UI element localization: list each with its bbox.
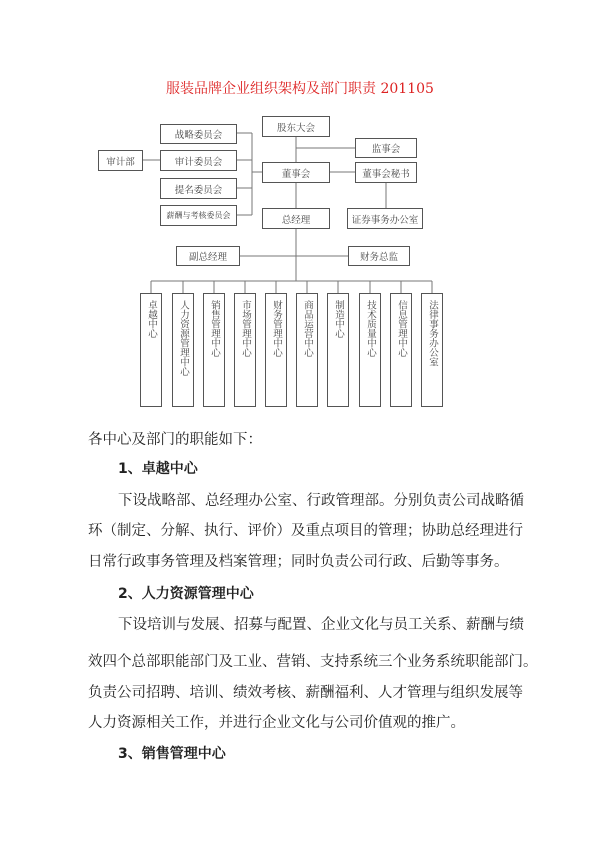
paragraph-line: 效四个总部职能部门及工业、营销、支持系统三个业务系统职能部门。 (88, 654, 538, 670)
org-deputy-gm: 副总经理 (176, 246, 240, 266)
org-center: 卓越中心 (140, 293, 162, 407)
org-center: 销售管理中心 (203, 293, 225, 407)
section-heading: 1、卓越中心 (118, 461, 198, 477)
paragraph-line: 负责公司招聘、培训、绩效考核、薪酬福利、人才管理与组织发展等 (88, 685, 523, 701)
org-cfo: 财务总监 (348, 246, 410, 266)
intro-text: 各中心及部门的职能如下： (88, 432, 262, 448)
org-board-secretary: 董事会秘书 (355, 162, 417, 183)
paragraph-line: 环（制定、分解、执行、评价）及重点项目的管理；协助总经理进行 (88, 523, 523, 539)
paragraph-line: 下设培训与发展、招募与配置、企业文化与员工关系、薪酬与绩 (118, 617, 524, 633)
org-center: 人力资源管理中心 (172, 293, 194, 407)
org-center: 法律事务办公室 (421, 293, 443, 407)
org-audit-committee: 审计委员会 (160, 150, 237, 171)
section-heading: 2、人力资源管理中心 (118, 586, 254, 602)
document-title: 服装品牌企业组织架构及部门职责 201105 (166, 81, 434, 97)
org-compensation-committee: 薪酬与考核委员会 (160, 205, 237, 226)
org-center: 市场管理中心 (234, 293, 256, 407)
org-center: 制造中心 (327, 293, 349, 407)
paragraph-line: 下设战略部、总经理办公室、行政管理部。分别负责公司战略循 (118, 493, 524, 509)
paragraph-line: 人力资源相关工作，并进行企业文化与公司价值观的推广。 (88, 715, 465, 731)
org-center: 技术质量中心 (359, 293, 381, 407)
org-audit-dept: 审计部 (98, 150, 143, 171)
org-securities-office: 证券事务办公室 (347, 208, 423, 229)
org-strategy-committee: 战略委员会 (160, 124, 237, 144)
org-shareholders: 股东大会 (262, 116, 330, 137)
org-center: 信息管理中心 (390, 293, 412, 407)
org-supervisors: 监事会 (355, 138, 417, 158)
section-heading: 3、销售管理中心 (118, 746, 226, 762)
org-general-manager: 总经理 (262, 208, 330, 229)
org-nomination-committee: 提名委员会 (160, 178, 237, 199)
paragraph-line: 日常行政事务管理及档案管理；同时负责公司行政、后勤等事务。 (88, 554, 509, 570)
org-center: 财务管理中心 (265, 293, 287, 407)
org-board: 董事会 (262, 162, 330, 183)
org-center: 商品运营中心 (296, 293, 318, 407)
